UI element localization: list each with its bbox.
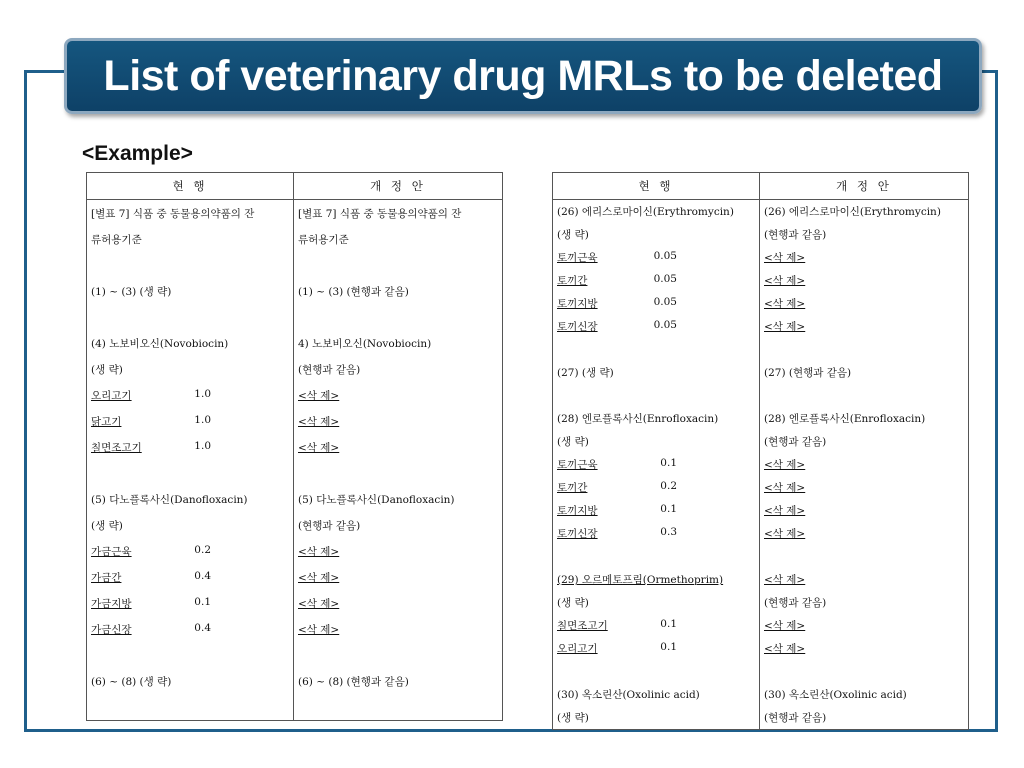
text-line bbox=[298, 538, 498, 564]
text-line bbox=[557, 223, 755, 246]
line-text: (생 략) bbox=[91, 519, 123, 532]
text-line bbox=[298, 668, 498, 694]
residue-entry bbox=[557, 319, 677, 334]
mrl-value: 0.05 bbox=[653, 296, 677, 308]
line-text: (생 략) bbox=[557, 229, 589, 241]
text-line bbox=[298, 252, 498, 278]
line-text: <삭 제> bbox=[764, 528, 806, 540]
tissue-label: 토끼지방 bbox=[557, 505, 598, 517]
tissue-label: 토끼근육 bbox=[557, 459, 598, 471]
tissue-label: 토끼근육 bbox=[557, 252, 598, 264]
frame-top-left bbox=[24, 70, 66, 73]
text-line bbox=[298, 616, 498, 642]
line-text: (4) 노보비오신(Novobiocin) bbox=[91, 337, 229, 350]
text-line bbox=[91, 330, 289, 356]
line-text: (28) 엔로플록사신(Enrofloxacin) bbox=[764, 413, 926, 425]
line-text: [별표 7] 식품 중 동물용의약품의 잔 bbox=[298, 207, 462, 220]
text-line bbox=[298, 304, 498, 330]
right-comparison-table bbox=[552, 172, 969, 730]
text-line bbox=[91, 408, 289, 434]
residue-entry bbox=[557, 296, 677, 311]
text-line bbox=[298, 564, 498, 590]
text-line bbox=[91, 486, 289, 512]
mrl-value: 0.1 bbox=[660, 618, 677, 630]
text-line bbox=[557, 683, 755, 706]
text-line bbox=[298, 642, 498, 668]
mrl-value: 0.2 bbox=[660, 480, 677, 492]
line-text: <삭 제> bbox=[764, 275, 806, 287]
line-text: [별표 7] 식품 중 동물용의약품의 잔 bbox=[91, 207, 255, 220]
line-text: <삭 제> bbox=[764, 252, 806, 264]
mrl-value: 0.3 bbox=[660, 526, 677, 538]
line-text: (생 략) bbox=[557, 712, 589, 724]
residue-entry bbox=[557, 250, 677, 265]
text-line bbox=[91, 304, 289, 330]
line-text: (26) 에리스로마이신(Erythromycin) bbox=[764, 206, 941, 218]
line-text: (5) 다노플록사신(Danofloxacin) bbox=[91, 493, 248, 506]
text-line bbox=[557, 407, 755, 430]
text-line bbox=[557, 200, 755, 223]
tissue-label: 토끼지방 bbox=[557, 298, 598, 310]
text-line bbox=[764, 200, 964, 223]
residue-entry bbox=[557, 641, 677, 656]
residue-entry bbox=[557, 526, 677, 541]
text-line bbox=[298, 486, 498, 512]
line-text: 류허용기준 bbox=[298, 233, 349, 246]
text-line bbox=[764, 660, 964, 683]
tissue-label: 가금근육 bbox=[91, 545, 132, 558]
mrl-value: 0.05 bbox=[653, 273, 677, 285]
tissue-label: 가금지방 bbox=[91, 597, 132, 610]
residue-entry bbox=[91, 544, 211, 559]
mrl-value: 0.4 bbox=[194, 621, 211, 634]
line-text: (생 략) bbox=[557, 597, 589, 609]
text-line bbox=[557, 246, 755, 269]
tissue-label: 닭고기 bbox=[91, 415, 122, 428]
text-line bbox=[764, 430, 964, 453]
text-line bbox=[764, 338, 964, 361]
text-line bbox=[91, 226, 289, 252]
line-text: 4) 노보비오신(Novobiocin) bbox=[298, 337, 432, 350]
line-text: (1) ~ (3) (생 략) bbox=[91, 285, 172, 298]
text-line bbox=[557, 292, 755, 315]
right-current-column bbox=[553, 200, 760, 730]
line-text: 류허용기준 bbox=[91, 233, 142, 246]
residue-entry bbox=[91, 622, 211, 637]
text-line bbox=[298, 356, 498, 382]
text-line bbox=[764, 453, 964, 476]
text-line bbox=[557, 384, 755, 407]
text-line bbox=[557, 706, 755, 729]
residue-entry bbox=[557, 480, 677, 495]
tissue-label: 칠면조고기 bbox=[91, 441, 142, 454]
line-text: (27) (현행과 같음) bbox=[764, 367, 852, 379]
left-amended-column bbox=[294, 200, 503, 721]
text-line bbox=[557, 545, 755, 568]
line-text: (30) 옥소린산(Oxolinic acid) bbox=[764, 689, 907, 701]
line-text: <삭 제> bbox=[298, 597, 340, 610]
text-line bbox=[764, 522, 964, 545]
line-text: <삭 제> bbox=[764, 620, 806, 632]
line-text: <삭 제> bbox=[764, 643, 806, 655]
text-line bbox=[91, 668, 289, 694]
mrl-value: 1.0 bbox=[194, 413, 211, 426]
frame-top-right bbox=[982, 70, 998, 73]
text-line bbox=[764, 591, 964, 614]
left-current-column bbox=[87, 200, 294, 721]
tissue-label: 칠면조고기 bbox=[557, 620, 608, 632]
tissue-label: 토끼간 bbox=[557, 482, 588, 494]
tissue-label: 오리고기 bbox=[557, 643, 598, 655]
tissue-label: 가금신장 bbox=[91, 623, 132, 636]
line-text: (현행과 같음) bbox=[298, 519, 361, 532]
text-line bbox=[764, 407, 964, 430]
text-line bbox=[298, 694, 498, 720]
line-text: <삭 제> bbox=[298, 441, 340, 454]
line-text: (26) 에리스로마이신(Erythromycin) bbox=[557, 206, 734, 218]
text-line bbox=[91, 382, 289, 408]
text-line bbox=[557, 591, 755, 614]
line-text: (5) 다노플록사신(Danofloxacin) bbox=[298, 493, 455, 506]
residue-entry bbox=[557, 503, 677, 518]
line-text: <삭 제> bbox=[298, 415, 340, 428]
line-text: <삭 제> bbox=[764, 459, 806, 471]
text-line bbox=[764, 384, 964, 407]
text-line bbox=[557, 453, 755, 476]
left-header-amended: 개 정 안 bbox=[294, 173, 503, 200]
title-bar bbox=[64, 38, 982, 114]
text-line bbox=[557, 522, 755, 545]
line-text: (현행과 같음) bbox=[298, 363, 361, 376]
line-text: (27) (생 략) bbox=[557, 367, 614, 379]
text-line bbox=[298, 226, 498, 252]
example-label: <Example> bbox=[82, 142, 193, 165]
line-text: <삭 제> bbox=[298, 623, 340, 636]
text-line bbox=[91, 616, 289, 642]
line-text: <삭 제> bbox=[764, 298, 806, 310]
slide-title: List of veterinary drug MRLs to be deleted bbox=[103, 51, 943, 100]
line-text: (생 략) bbox=[91, 363, 123, 376]
text-line bbox=[557, 660, 755, 683]
line-text: <삭 제> bbox=[298, 389, 340, 402]
mrl-value: 0.1 bbox=[660, 503, 677, 515]
line-text: (6) ~ (8) (현행과 같음) bbox=[298, 675, 409, 688]
text-line bbox=[557, 430, 755, 453]
line-text: <삭 제> bbox=[298, 545, 340, 558]
line-text: (현행과 같음) bbox=[764, 229, 827, 241]
text-line bbox=[298, 590, 498, 616]
text-line bbox=[298, 200, 498, 226]
text-line bbox=[91, 434, 289, 460]
line-text: (현행과 같음) bbox=[764, 597, 827, 609]
text-line bbox=[764, 269, 964, 292]
text-line bbox=[91, 460, 289, 486]
text-line bbox=[91, 200, 289, 226]
text-line bbox=[764, 315, 964, 338]
line-text: (6) ~ (8) (생 략) bbox=[91, 675, 172, 688]
tissue-label: 토끼간 bbox=[557, 275, 588, 287]
left-header-current: 현 행 bbox=[87, 173, 294, 200]
text-line bbox=[91, 538, 289, 564]
mrl-value: 1.0 bbox=[194, 387, 211, 400]
residue-entry bbox=[91, 414, 211, 429]
right-header-amended: 개 정 안 bbox=[760, 173, 969, 200]
text-line bbox=[557, 361, 755, 384]
mrl-value: 0.1 bbox=[194, 595, 211, 608]
text-line bbox=[298, 434, 498, 460]
left-comparison-table bbox=[86, 172, 503, 721]
residue-entry bbox=[557, 618, 677, 633]
tissue-label: 오리고기 bbox=[91, 389, 132, 402]
text-line bbox=[298, 330, 498, 356]
text-line bbox=[764, 706, 964, 729]
text-line bbox=[557, 476, 755, 499]
text-line bbox=[298, 408, 498, 434]
line-text: (1) ~ (3) (현행과 같음) bbox=[298, 285, 409, 298]
text-line bbox=[91, 590, 289, 616]
text-line bbox=[764, 614, 964, 637]
line-text: (30) 옥소린산(Oxolinic acid) bbox=[557, 689, 700, 701]
text-line bbox=[557, 269, 755, 292]
text-line bbox=[764, 545, 964, 568]
line-text: <삭 제> bbox=[764, 482, 806, 494]
text-line bbox=[91, 512, 289, 538]
mrl-value: 0.1 bbox=[660, 641, 677, 653]
text-line bbox=[298, 460, 498, 486]
text-line bbox=[298, 278, 498, 304]
residue-entry bbox=[91, 440, 211, 455]
text-line bbox=[764, 568, 964, 591]
text-line bbox=[298, 512, 498, 538]
text-line bbox=[764, 683, 964, 706]
residue-entry bbox=[91, 388, 211, 403]
line-text: (29) 오르메토프림(Ormethoprim) bbox=[557, 574, 724, 586]
line-text: (현행과 같음) bbox=[764, 436, 827, 448]
mrl-value: 0.1 bbox=[660, 457, 677, 469]
text-line bbox=[298, 382, 498, 408]
mrl-value: 0.05 bbox=[653, 250, 677, 262]
tissue-label: 토끼신장 bbox=[557, 528, 598, 540]
line-text: <삭 제> bbox=[764, 505, 806, 517]
text-line bbox=[91, 278, 289, 304]
mrl-value: 0.2 bbox=[194, 543, 211, 556]
text-line bbox=[557, 568, 755, 591]
line-text: <삭 제> bbox=[764, 574, 806, 586]
line-text: <삭 제> bbox=[764, 321, 806, 333]
tissue-label: 토끼신장 bbox=[557, 321, 598, 333]
right-amended-column bbox=[760, 200, 969, 730]
text-line bbox=[764, 292, 964, 315]
text-line bbox=[764, 223, 964, 246]
mrl-value: 0.05 bbox=[653, 319, 677, 331]
line-text: (생 략) bbox=[557, 436, 589, 448]
tissue-label: 가금간 bbox=[91, 571, 122, 584]
residue-entry bbox=[91, 596, 211, 611]
text-line bbox=[557, 499, 755, 522]
text-line bbox=[764, 476, 964, 499]
mrl-value: 1.0 bbox=[194, 439, 211, 452]
text-line bbox=[557, 637, 755, 660]
text-line bbox=[764, 637, 964, 660]
text-line bbox=[557, 315, 755, 338]
line-text: <삭 제> bbox=[298, 571, 340, 584]
residue-entry bbox=[557, 457, 677, 472]
mrl-value: 0.4 bbox=[194, 569, 211, 582]
line-text: (28) 엔로플록사신(Enrofloxacin) bbox=[557, 413, 719, 425]
residue-entry bbox=[557, 273, 677, 288]
text-line bbox=[764, 361, 964, 384]
right-header-current: 현 행 bbox=[553, 173, 760, 200]
text-line bbox=[91, 642, 289, 668]
text-line bbox=[557, 614, 755, 637]
text-line bbox=[91, 356, 289, 382]
line-text: (현행과 같음) bbox=[764, 712, 827, 724]
text-line bbox=[91, 694, 289, 720]
text-line bbox=[91, 252, 289, 278]
text-line bbox=[557, 338, 755, 361]
residue-entry bbox=[91, 570, 211, 585]
text-line bbox=[764, 246, 964, 269]
text-line bbox=[764, 499, 964, 522]
text-line bbox=[91, 564, 289, 590]
